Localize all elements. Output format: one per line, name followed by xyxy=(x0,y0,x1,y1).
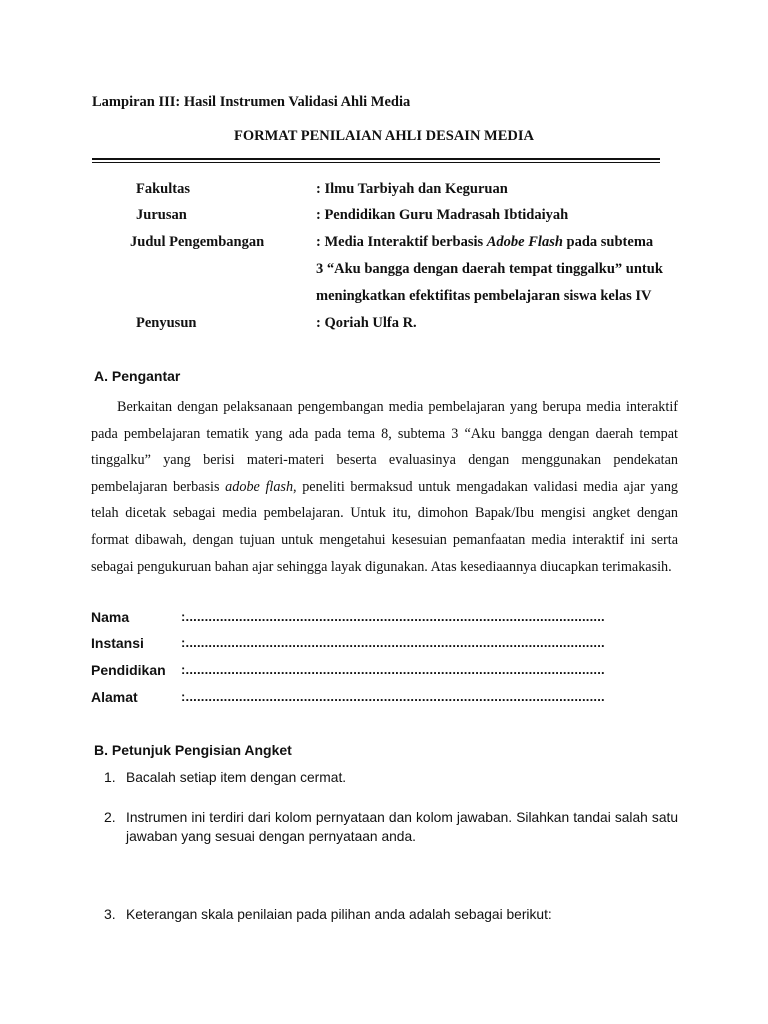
pendidikan-label: Pendidikan xyxy=(91,662,166,678)
instansi-field[interactable]: :.............................................................................................................. xyxy=(181,635,605,650)
penyusun-label: Penyusun xyxy=(136,315,197,331)
fakultas-label: Fakultas xyxy=(136,181,190,197)
section-a-heading: A. Pengantar xyxy=(94,368,181,384)
title-divider-thick xyxy=(92,158,660,160)
intro-text-1: Berkaitan dengan pelaksanaan pengembangan media pembelajaran yang berupa media interaktif pada pembelajaran tematik yang ada pada tema 8, subtema 3 “Aku bangga dengan daerah tempat tinggalku” yang berisi materi-materi beserta evaluasinya dengan menggunakan pendekatan pembelajaran berbasis xyxy=(91,399,678,495)
judul-text-a: : Media Interaktif berbasis xyxy=(316,234,487,250)
fakultas-value: : Ilmu Tarbiyah dan Keguruan xyxy=(316,181,508,197)
intro-paragraph xyxy=(91,394,678,580)
intro-text-italic: adobe flash xyxy=(225,478,294,495)
alamat-label: Alamat xyxy=(91,689,138,705)
list-item-3-text: Keterangan skala penilaian pada pilihan anda adalah sebagai berikut: xyxy=(126,907,552,922)
jurusan-label: Jurusan xyxy=(136,207,187,223)
judul-text-italic: Adobe Flash xyxy=(486,234,563,250)
judul-value-line-1 xyxy=(316,234,653,251)
judul-value-line-2: 3 “Aku bangga dengan daerah tempat tinggalku” untuk xyxy=(316,261,663,277)
section-b-heading: B. Petunjuk Pengisian Angket xyxy=(94,742,292,758)
list-item-3-number: 3. xyxy=(104,906,116,922)
intro-text-2: , peneliti bermaksud untuk mengadakan validasi media ajar yang telah dicetak sebagai media pembelajaran. Untuk itu, dimohon Bapak/Ibu mengisi angket dengan format dibawah, dengan tujuan untuk mengetahui kesesuian pemanfaatan media interaktif ini serta sebagai pengukuruan bahan ajar sehingga layak digunakan. Atas kesediaannya diucapkan terimakasih. xyxy=(91,478,679,575)
appendix-label: Lampiran III: Hasil Instrumen Validasi Ahli Media xyxy=(92,94,411,110)
title-divider-thin xyxy=(92,162,660,163)
penyusun-value: : Qoriah Ulfa R. xyxy=(316,315,417,331)
list-item-1-number: 1. xyxy=(104,769,116,785)
judul-label: Judul Pengembangan xyxy=(130,234,265,250)
alamat-field[interactable]: :.............................................................................................................. xyxy=(181,689,605,704)
nama-label: Nama xyxy=(91,609,130,625)
judul-text-c: pada subtema xyxy=(562,234,654,250)
list-item-2-text: Instrumen ini terdiri dari kolom pernyataan dan kolom jawaban. Silahkan tandai salah satu jawaban yang sesuai dengan pernyataan anda. xyxy=(126,810,678,844)
nama-field[interactable]: :.............................................................................................................. xyxy=(181,609,605,624)
list-item-2-number: 2. xyxy=(104,809,116,825)
pendidikan-field[interactable]: :.............................................................................................................. xyxy=(181,662,605,677)
list-item-1-text: Bacalah setiap item dengan cermat. xyxy=(126,770,347,785)
judul-value-line-3: meningkatkan efektifitas pembelajaran siswa kelas IV xyxy=(316,288,652,304)
jurusan-value: : Pendidikan Guru Madrasah Ibtidaiyah xyxy=(316,207,569,223)
instansi-label: Instansi xyxy=(91,635,144,651)
page-title: FORMAT PENILAIAN AHLI DESAIN MEDIA xyxy=(234,128,534,144)
